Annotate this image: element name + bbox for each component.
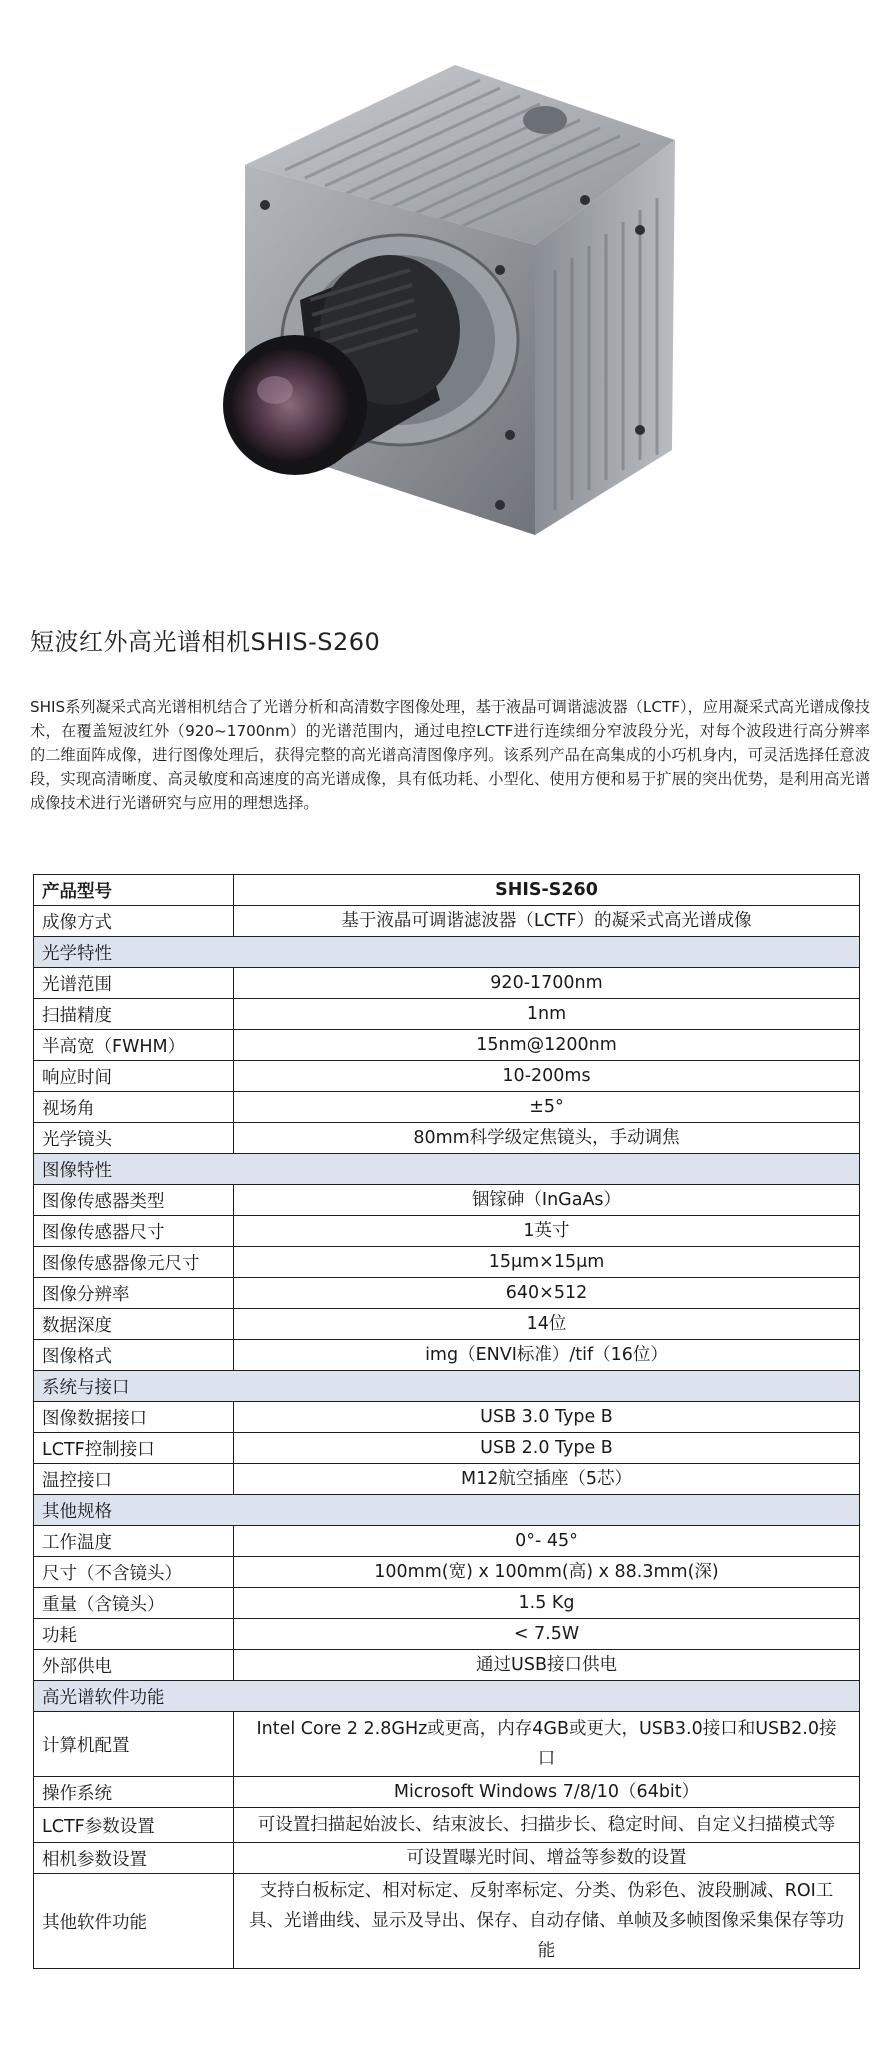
section-title: 系统与接口 <box>34 1371 860 1402</box>
table-row <box>34 1216 860 1247</box>
table-row <box>34 1464 860 1495</box>
spec-value: USB 2.0 Type B <box>234 1433 860 1464</box>
spec-label: 其他软件功能 <box>34 1874 234 1969</box>
spec-value: 1英寸 <box>234 1216 860 1247</box>
spec-table <box>33 874 860 1969</box>
spec-label: 计算机配置 <box>34 1712 234 1777</box>
spec-value: Intel Core 2 2.8GHz或更高，内存4GB或更大，USB3.0接口和USB2.0接口 <box>234 1712 860 1777</box>
spec-value: 15nm@1200nm <box>234 1030 860 1061</box>
spec-label: 扫描精度 <box>34 999 234 1030</box>
spec-label: 重量（含镜头） <box>34 1588 234 1619</box>
spec-value: img（ENVI标准）/tif（16位） <box>234 1340 860 1371</box>
spec-value: 1.5 Kg <box>234 1588 860 1619</box>
table-row <box>34 1309 860 1340</box>
section-row <box>34 1371 860 1402</box>
spec-label: 图像传感器类型 <box>34 1185 234 1216</box>
table-row <box>34 968 860 999</box>
page-title: 短波红外高光谱相机SHIS-S260 <box>30 628 381 656</box>
table-row <box>34 1340 860 1371</box>
table-row <box>34 1650 860 1681</box>
spec-label: 光谱范围 <box>34 968 234 999</box>
spec-label: 数据深度 <box>34 1309 234 1340</box>
spec-label: 成像方式 <box>34 906 234 937</box>
spec-value: 铟镓砷（InGaAs） <box>234 1185 860 1216</box>
spec-value: ±5° <box>234 1092 860 1123</box>
spec-value: 可设置曝光时间、增益等参数的设置 <box>234 1843 860 1874</box>
table-row <box>34 1433 860 1464</box>
spec-label: 外部供电 <box>34 1650 234 1681</box>
section-title: 其他规格 <box>34 1495 860 1526</box>
spec-label: 尺寸（不含镜头） <box>34 1557 234 1588</box>
table-row <box>34 906 860 937</box>
table-row <box>34 1843 860 1874</box>
spec-value: 基于液晶可调谐滤波器（LCTF）的凝采式高光谱成像 <box>234 906 860 937</box>
spec-label: 视场角 <box>34 1092 234 1123</box>
spec-label: 半高宽（FWHM） <box>34 1030 234 1061</box>
spec-label: 图像传感器像元尺寸 <box>34 1247 234 1278</box>
spec-label: LCTF参数设置 <box>34 1808 234 1843</box>
table-row <box>34 1030 860 1061</box>
spec-value: 通过USB接口供电 <box>234 1650 860 1681</box>
spec-value: 14位 <box>234 1309 860 1340</box>
spec-label: 相机参数设置 <box>34 1843 234 1874</box>
spec-label: LCTF控制接口 <box>34 1433 234 1464</box>
spec-label: 工作温度 <box>34 1526 234 1557</box>
section-title: 图像特性 <box>34 1154 860 1185</box>
table-row <box>34 1712 860 1777</box>
spec-value: 0°- 45° <box>234 1526 860 1557</box>
table-row <box>34 1874 860 1969</box>
table-row <box>34 1092 860 1123</box>
table-row <box>34 1402 860 1433</box>
table-row <box>34 1247 860 1278</box>
table-row <box>34 1185 860 1216</box>
table-row <box>34 1278 860 1309</box>
spec-label: 响应时间 <box>34 1061 234 1092</box>
spec-value: 80mm科学级定焦镜头，手动调焦 <box>234 1123 860 1154</box>
section-row <box>34 1154 860 1185</box>
camera-image <box>0 0 893 600</box>
table-row <box>34 1777 860 1808</box>
header-value: SHIS-S260 <box>234 875 860 906</box>
spec-label: 图像数据接口 <box>34 1402 234 1433</box>
spec-value: 920-1700nm <box>234 968 860 999</box>
table-header-row <box>34 875 860 906</box>
table-row <box>34 1808 860 1843</box>
spec-label: 温控接口 <box>34 1464 234 1495</box>
table-row <box>34 1123 860 1154</box>
spec-value: 1nm <box>234 999 860 1030</box>
spec-label: 操作系统 <box>34 1777 234 1808</box>
table-row <box>34 1526 860 1557</box>
section-title: 高光谱软件功能 <box>34 1681 860 1712</box>
spec-label: 光学镜头 <box>34 1123 234 1154</box>
section-title: 光学特性 <box>34 937 860 968</box>
spec-value: < 7.5W <box>234 1619 860 1650</box>
table-row <box>34 1061 860 1092</box>
spec-label: 图像分辨率 <box>34 1278 234 1309</box>
spec-value: Microsoft Windows 7/8/10（64bit） <box>234 1777 860 1808</box>
table-row <box>34 1557 860 1588</box>
product-photo <box>0 0 893 600</box>
spec-value: M12航空插座（5芯） <box>234 1464 860 1495</box>
section-row <box>34 1495 860 1526</box>
table-row <box>34 999 860 1030</box>
spec-value: 支持白板标定、相对标定、反射率标定、分类、伪彩色、波段删减、ROI工具、光谱曲线、显示及导出、保存、自动存储、单帧及多帧图像采集保存等功能 <box>234 1874 860 1969</box>
spec-value: 15μm×15μm <box>234 1247 860 1278</box>
spec-label: 图像格式 <box>34 1340 234 1371</box>
spec-label: 功耗 <box>34 1619 234 1650</box>
header-key: 产品型号 <box>34 875 234 906</box>
spec-value: 可设置扫描起始波长、结束波长、扫描步长、稳定时间、自定义扫描模式等 <box>234 1808 860 1843</box>
product-description: SHIS系列凝采式高光谱相机结合了光谱分析和高清数字图像处理，基于液晶可调谐滤波器（LCTF），应用凝采式高光谱成像技术，在覆盖短波红外（920~1700nm）的光谱范围内，通过电控LCTF进行连续细分窄波段分光，对每个波段进行高分辨率的二维面阵成像，进行图像处理后，获得完整的高光谱高清图像序列。该系列产品在高集成的小巧机身内，可灵活选择任意波段，实现高清晰度、高灵敏度和高速度的高光谱成像，具有低功耗、小型化、使用方便和易于扩展的突出优势，是利用高光谱成像技术进行光谱研究与应用的理想选择。 <box>30 698 870 812</box>
table-row <box>34 1588 860 1619</box>
section-row <box>34 937 860 968</box>
spec-value: 100mm(宽) x 100mm(高) x 88.3mm(深) <box>234 1557 860 1588</box>
section-row <box>34 1681 860 1712</box>
spec-value: 640×512 <box>234 1278 860 1309</box>
table-row <box>34 1619 860 1650</box>
spec-label: 图像传感器尺寸 <box>34 1216 234 1247</box>
spec-value: 10-200ms <box>234 1061 860 1092</box>
spec-value: USB 3.0 Type B <box>234 1402 860 1433</box>
